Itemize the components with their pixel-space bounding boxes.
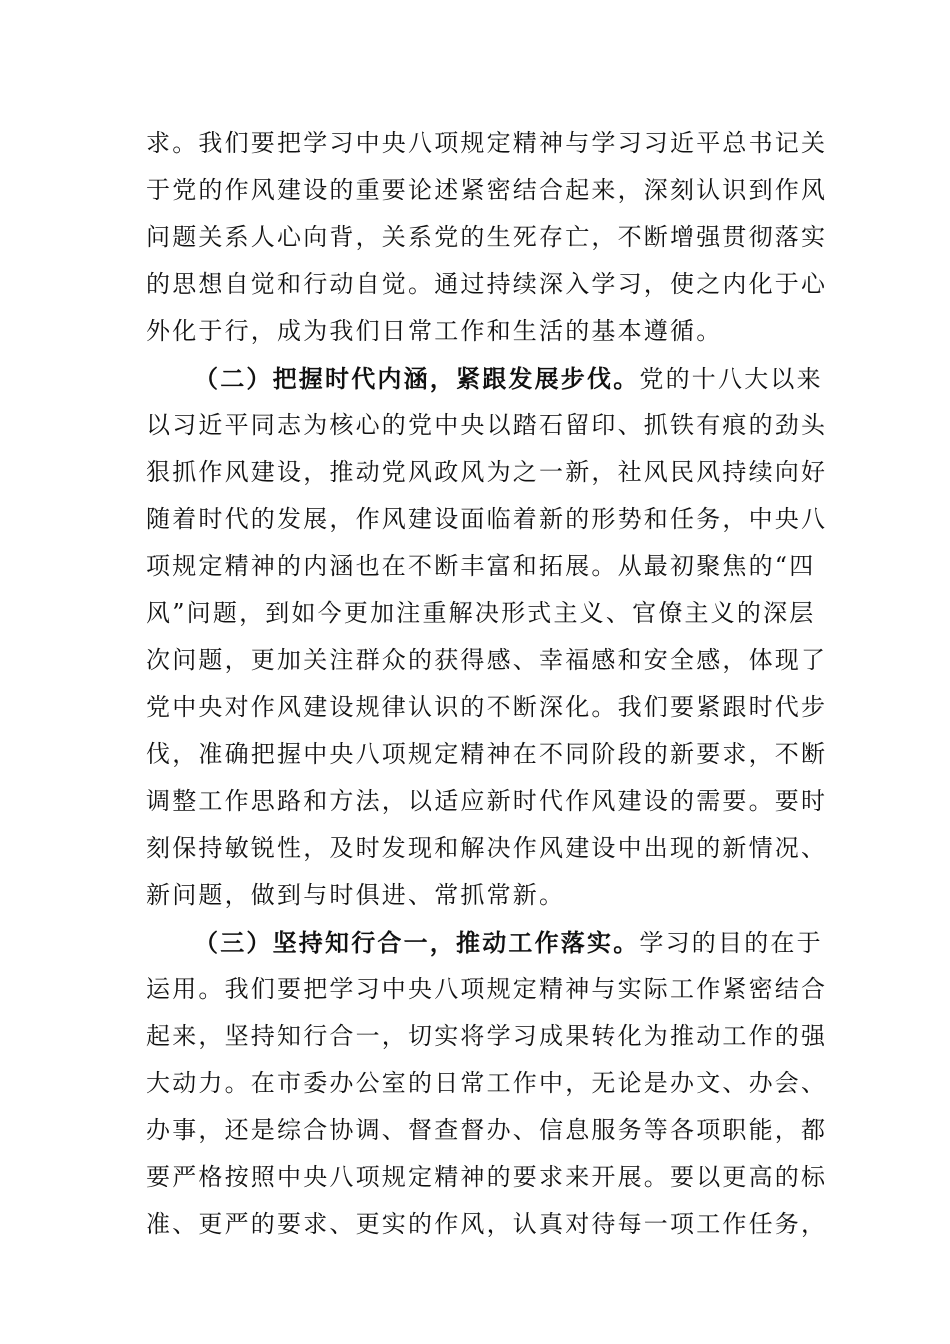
paragraph-2-line: 以习近平同志为核心的党中央以踏石留印、抓铁有痕的劲头 (146, 411, 828, 439)
paragraph-3-first-line-text: 学习的目的在于 (639, 929, 823, 957)
paragraph-2-line: 项规定精神的内涵也在不断丰富和拓展。从最初聚焦的“四 (146, 552, 816, 580)
document-body (146, 120, 828, 1248)
section-heading-2: （二）把握时代内涵，紧跟发展步伐。 (194, 364, 640, 393)
paragraph-1-line: 的思想自觉和行动自觉。通过持续深入学习，使之内化于心 (146, 270, 828, 298)
paragraph-3-line: 办事，还是综合协调、督查督办、信息服务等各项职能，都 (146, 1116, 828, 1144)
paragraph-1-line: 外化于行，成为我们日常工作和生活的基本遵循。 (146, 317, 723, 345)
paragraph-2-line: 刻保持敏锐性，及时发现和解决作风建设中出现的新情况、 (146, 834, 828, 862)
paragraph-2-line: 次问题，更加关注群众的获得感、幸福感和安全感，体现了 (146, 646, 828, 674)
paragraph-2-line: 调整工作思路和方法，以适应新时代作风建设的需要。要时 (146, 787, 828, 815)
paragraph-1-line: 问题关系人心向背，关系党的生死存亡，不断增强贯彻落实 (146, 223, 828, 251)
paragraph-2-line: 风”问题，到如今更加注重解决形式主义、官僚主义的深层 (146, 599, 816, 627)
paragraph-2-line: 党中央对作风建设规律认识的不断深化。我们要紧跟时代步 (146, 693, 828, 721)
paragraph-2-line: 狠抓作风建设，推动党风政风为之一新，社风民风持续向好 (146, 458, 828, 486)
paragraph-3-line: 准、更严的要求、更实的作风，认真对待每一项工作任务， (146, 1210, 828, 1238)
paragraph-1-line: 于党的作风建设的重要论述紧密结合起来，深刻认识到作风 (146, 176, 828, 204)
paragraph-2-first-line-text: 党的十八大以来 (639, 365, 823, 393)
paragraph-2-line: 随着时代的发展，作风建设面临着新的形势和任务，中央八 (146, 505, 828, 533)
paragraph-3-line: 要严格按照中央八项规定精神的要求来开展。要以更高的标 (146, 1163, 828, 1191)
paragraph-3-first-line (146, 919, 823, 966)
paragraph-3-line: 运用。我们要把学习中央八项规定精神与实际工作紧密结合 (146, 975, 828, 1003)
paragraph-1-line: 求。我们要把学习中央八项规定精神与学习习近平总书记关 (146, 129, 828, 157)
paragraph-2-line: 伐，准确把握中央八项规定精神在不同阶段的新要求，不断 (146, 740, 828, 768)
paragraph-3-line: 起来，坚持知行合一，切实将学习成果转化为推动工作的强 (146, 1022, 828, 1050)
paragraph-2-first-line (146, 355, 823, 402)
section-heading-3: （三）坚持知行合一，推动工作落实。 (194, 928, 640, 957)
paragraph-3-line: 大动力。在市委办公室的日常工作中，无论是办文、办会、 (146, 1069, 828, 1097)
paragraph-2-line: 新问题，做到与时俱进、常抓常新。 (146, 881, 566, 909)
